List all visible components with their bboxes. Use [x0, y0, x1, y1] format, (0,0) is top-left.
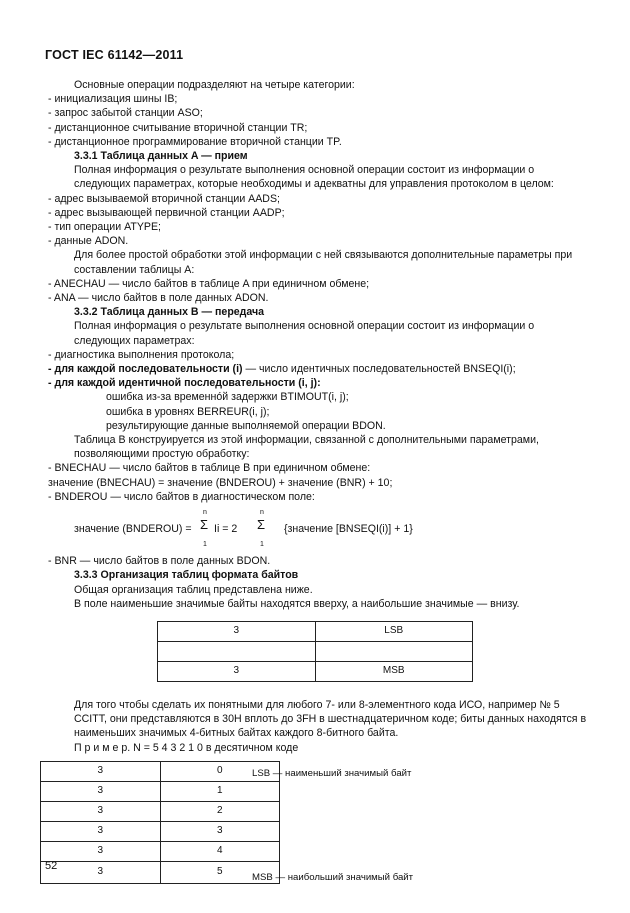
list-item: значение (BNECHAU) = значение (BNDEROU) + значение (BNR) + 10; — [48, 476, 393, 489]
table-cell: 3 — [158, 621, 316, 641]
list-item: - адрес вызывающей первичной станции AADP; — [48, 206, 285, 219]
table-cell — [315, 641, 473, 661]
section-3-3-2-paragraph: Полная информация о результате выполнения основной операции состоит из информации о следующих параметрах: — [74, 320, 535, 347]
list-item: - адрес вызываемой вторичной станции AADS; — [48, 192, 280, 205]
table-cell: 3 — [41, 801, 161, 821]
table-cell: MSB — [315, 661, 473, 681]
sum-symbol: Σ — [200, 517, 209, 533]
table-cell: 3 — [41, 761, 161, 781]
table-cell: 5 — [160, 861, 280, 883]
table-row — [41, 781, 280, 801]
list-item-bold: - для каждой последовательности (i) — [48, 363, 243, 376]
category-item: - дистанционное считывание вторичной станции TR; — [48, 121, 308, 134]
table-cell — [158, 641, 316, 661]
list-item: - BNDEROU — число байтов в диагностическом поле: — [48, 490, 315, 503]
table-cell: 3 — [41, 841, 161, 861]
lsb-label: LSB — наименьший значимый байт — [252, 767, 412, 779]
table-row — [41, 761, 280, 781]
list-item: - ANA — число байтов в поле данных ADON. — [48, 292, 269, 305]
list-item: - ANECHAU — число байтов в таблице A при единичном обмене; — [48, 277, 370, 290]
intro-paragraph: Основные операции подразделяют на четыре категории: — [74, 79, 355, 91]
table-cell: LSB — [315, 621, 473, 641]
formula — [48, 506, 588, 552]
table-row — [41, 801, 280, 821]
msb-label: MSB — наибольший значимый байт — [252, 871, 414, 883]
section-3-3-3-paragraph: Общая организация таблиц представлена ниже. — [74, 583, 313, 596]
formula-term-1: Ii = 2 — [214, 523, 238, 536]
list-item-text: — число идентичных последовательностей BNSEQI(i); — [242, 363, 516, 376]
list-item: - для каждой идентичной последовательности (i, j): — [48, 377, 321, 390]
category-item: - дистанционное программирование вторичной станции TP. — [48, 135, 342, 148]
sum-lower-limit: 1 — [203, 541, 207, 549]
table-cell: 3 — [41, 781, 161, 801]
list-item: - диагностика выполнения протокола; — [48, 348, 235, 361]
sum-lower-limit: 1 — [260, 541, 264, 549]
table-cell: 3 — [160, 821, 280, 841]
sub-item: ошибка в уровнях BERREUR(i, j); — [106, 405, 270, 418]
example-line — [48, 741, 588, 755]
section-3-3-1-paragraph: Полная информация о результате выполнения основной операции состоит из информации о следующих параметрах, которые необходимы и адекватны для управления протоколом в целом: — [74, 164, 554, 191]
table-cell: 0 — [160, 761, 280, 781]
page-content — [48, 78, 588, 887]
section-3-3-2-title: 3.3.2 Таблица данных B — передача — [74, 306, 265, 319]
sum-symbol: Σ — [257, 517, 266, 533]
sum-upper-limit: n — [203, 509, 207, 517]
section-3-3-2-paragraph-2: Таблица B конструируется из этой информации, связанной с дополнительными параметрами, позволяющими простую обработку: — [74, 434, 539, 461]
table-cell: 4 — [160, 841, 280, 861]
section-3-3-3-paragraph-3: Для того чтобы сделать их понятными для любого 7- или 8-элементного кода ИСО, например № 5 CCITT, они представляются в 30H вплоть до 3FH в шестнадцатеричном коде; биты данных находятся в наименьших значимых 4-битных байтах каждого 8-битного байта. — [74, 698, 587, 740]
example-block — [48, 761, 588, 887]
section-3-3-3-title: 3.3.3 Организация таблиц формата байтов — [74, 569, 299, 582]
example-label: П р и м е р. — [74, 741, 131, 754]
page-number: 52 — [45, 860, 58, 872]
sub-item: ошибка из-за временнóй задержки BTIMOUT(i, j); — [106, 391, 349, 404]
table-cell: 3 — [41, 821, 161, 841]
table-row — [41, 861, 280, 883]
category-item: - запрос забытой станции ASO; — [48, 107, 203, 120]
table-row — [158, 661, 473, 681]
document-header: ГОСТ IEC 61142—2011 — [45, 48, 184, 62]
table-cell: 3 — [41, 861, 161, 883]
list-item — [48, 362, 588, 376]
list-item: - данные ADON. — [48, 235, 129, 248]
sum-upper-limit: n — [260, 509, 264, 517]
section-3-3-3-paragraph-2: В поле наименьшие значимые байты находятся вверху, а наибольшие значимые — внизу. — [74, 597, 520, 610]
table-row — [41, 821, 280, 841]
formula-term-2: {значение [BNSEQI(i)] + 1} — [284, 523, 413, 536]
table-cell: 2 — [160, 801, 280, 821]
byte-format-table — [157, 621, 473, 682]
list-item: - BNR — число байтов в поле данных BDON. — [48, 555, 271, 568]
category-item: - инициализация шины IB; — [48, 93, 178, 106]
formula-rhs — [200, 506, 460, 552]
table-row — [158, 621, 473, 641]
sub-item: результирующие данные выполняемой операции BDON. — [106, 419, 386, 432]
list-item: - BNECHAU — число байтов в таблице B при единичном обмене: — [48, 462, 371, 475]
table-row — [41, 841, 280, 861]
list-item: - тип операции ATYPE; — [48, 221, 161, 234]
section-3-3-1-paragraph-2: Для более простой обработки этой информации с ней связываются дополнительные параметры при составлении таблицы A: — [74, 249, 573, 276]
example-table — [40, 761, 280, 884]
formula-lhs: значение (BNDEROU) = — [74, 523, 192, 536]
table-cell: 3 — [158, 661, 316, 681]
example-text: N = 5 4 3 2 1 0 в десятичном коде — [130, 741, 299, 754]
table-row — [158, 641, 473, 661]
section-3-3-1-title: 3.3.1 Таблица данных A — прием — [74, 150, 248, 163]
table-cell: 1 — [160, 781, 280, 801]
